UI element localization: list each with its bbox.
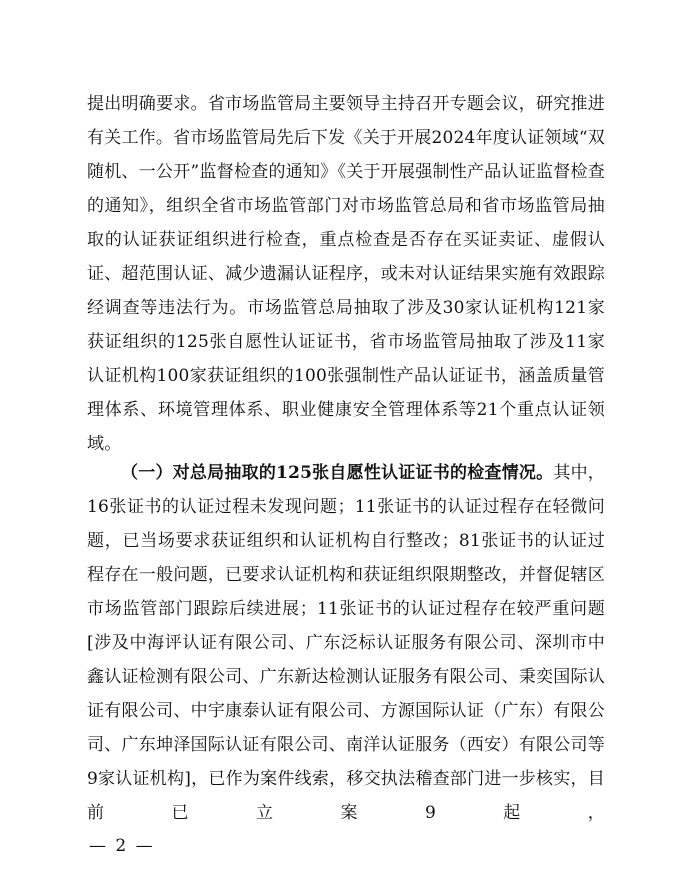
body-paragraph-2 xyxy=(87,456,605,830)
body-paragraph-1: 提出明确要求。省市场监管局主要领导主持召开专题会议，研究推进有关工作。省市场监管局先后下发《关于开展2024年度认证领域“双随机、一公开”监督检查的通知》《关于开展强制性产品认证监督检查的通知》，组织全省市场监管部门对市场监管总局和省市场监管局抽取的认证获证组织进行检查，重点检查是否存在买证卖证、虚假认证、超范围认证、减少遗漏认证程序，或未对认证结果实施有效跟踪经调查等违法行为。市场监管总局抽取了涉及30家认证机构121家获证组织的125张自愿性认证证书，省市场监管局抽取了涉及11家认证机构100家获证组织的100张强制性产品认证证书，涵盖质量管理体系、环境管理体系、职业健康安全管理体系等21个重点认证领域。 xyxy=(87,94,605,454)
section-heading-inline: （一）对总局抽取的125张自愿性认证证书的检查情况。 xyxy=(121,463,554,483)
section-body-text: 其中，16张证书的认证过程未发现问题；11张证书的认证过程存在轻微问题，已当场要求获证组织和认证机构自行整改；81张证书的认证过程存在一般问题，已要求认证机构和获证组织限期整改，并督促辖区市场监管部门跟踪后续进展；11张证书的认证过程存在较严重问题[涉及中海评认证有限公司、广东泛标认证服务有限公司、深圳市中鑫认证检测有限公司、广东新达检测认证服务有限公司、秉奕国际认证有限公司、中宇康泰认证有限公司、方源国际认证（广东）有限公司、广东坤泽国际认证有限公司、南洋认证服务（西安）有限公司等9家认证机构]，已作为案件线索，移交执法稽查部门进一步核实，目前已立案9起， xyxy=(87,463,605,823)
page-number: — 2 — xyxy=(89,836,155,856)
